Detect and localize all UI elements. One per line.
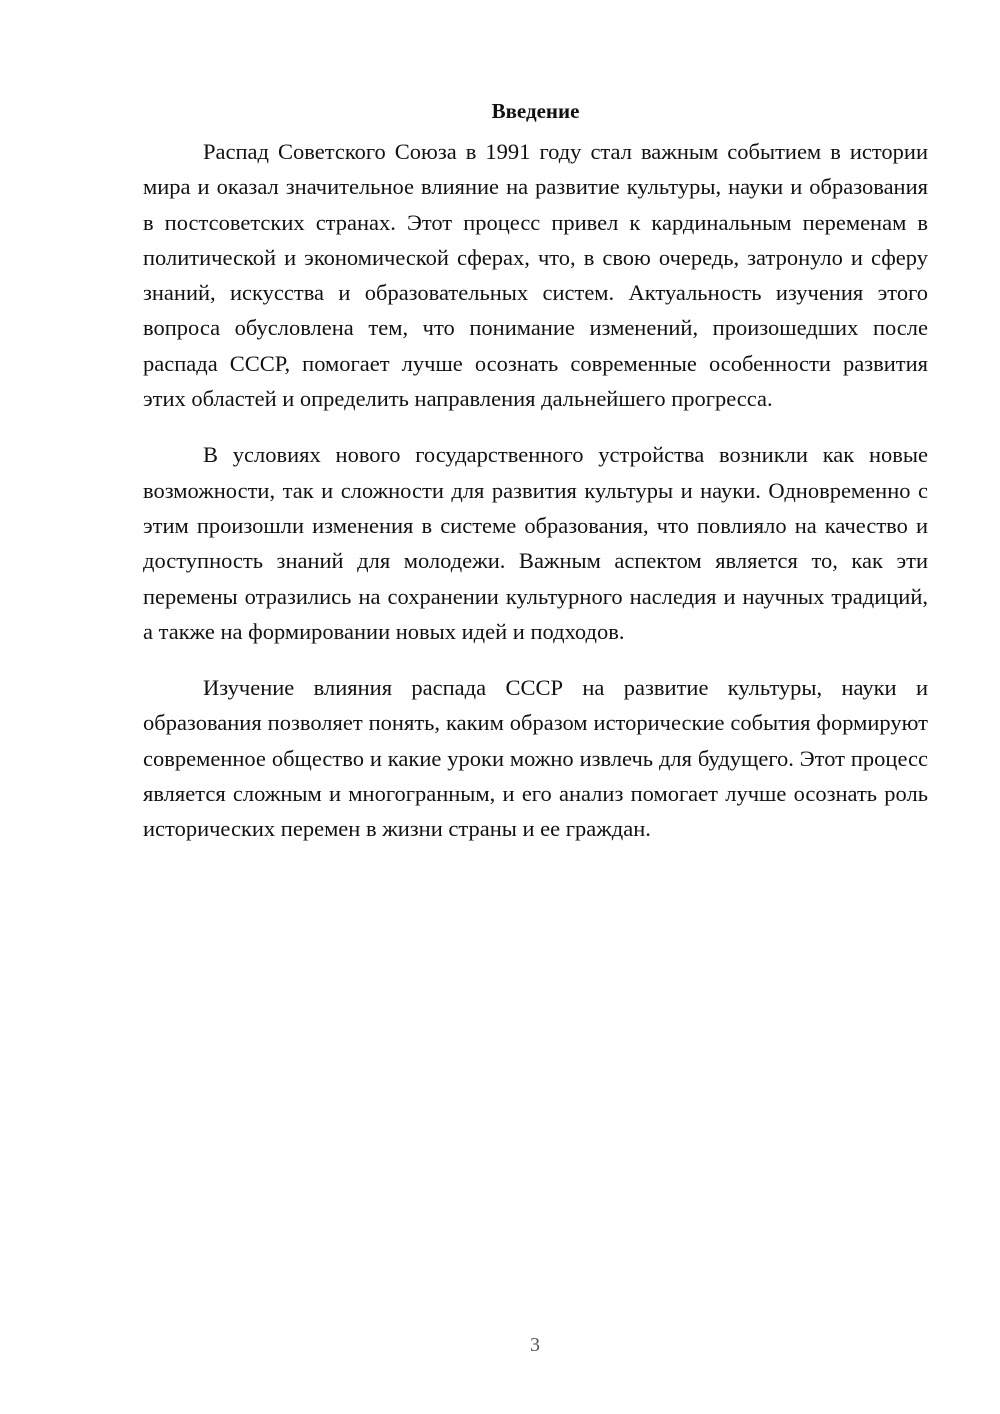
section-heading: Введение [491, 99, 580, 123]
paragraph-1: Распад Советского Союза в 1991 году стал важным событием в истории мира и оказал значительное влияние на развитие культуры, науки и образования в постсоветских странах. Этот процесс привел к кардинальным переменам в политической и экономической сферах, что, в свою очередь, затронуло и сферу знаний, искусства и образовательных систем. Актуальность изучения этого вопроса обусловлена тем, что понимание изменений, произошедших после распада СССР, помогает лучше осознать современные особенности развития этих областей и определить направления дальнейшего прогресса. [143, 139, 928, 412]
paragraph-2: В условиях нового государственного устройства возникли как новые возможности, так и сложности для развития культуры и науки. Одновременно с этим произошли изменения в системе образования, что повлияло на качество и доступность знаний для молодежи. Важным аспектом является то, как эти перемены отразились на сохранении культурного наследия и научных традиций, а также на формировании новых идей и подходов. [143, 442, 928, 644]
page-content [143, 96, 928, 868]
paragraph-3: Изучение влияния распада СССР на развитие культуры, науки и образования позволяет понять, каким образом исторические события формируют современное общество и какие уроки можно извлечь для будущего. Этот процесс является сложным и многогранным, и его анализ помогает лучше осознать роль исторических перемен в жизни страны и ее граждан. [143, 675, 928, 842]
page-number: 3 [530, 1334, 540, 1356]
